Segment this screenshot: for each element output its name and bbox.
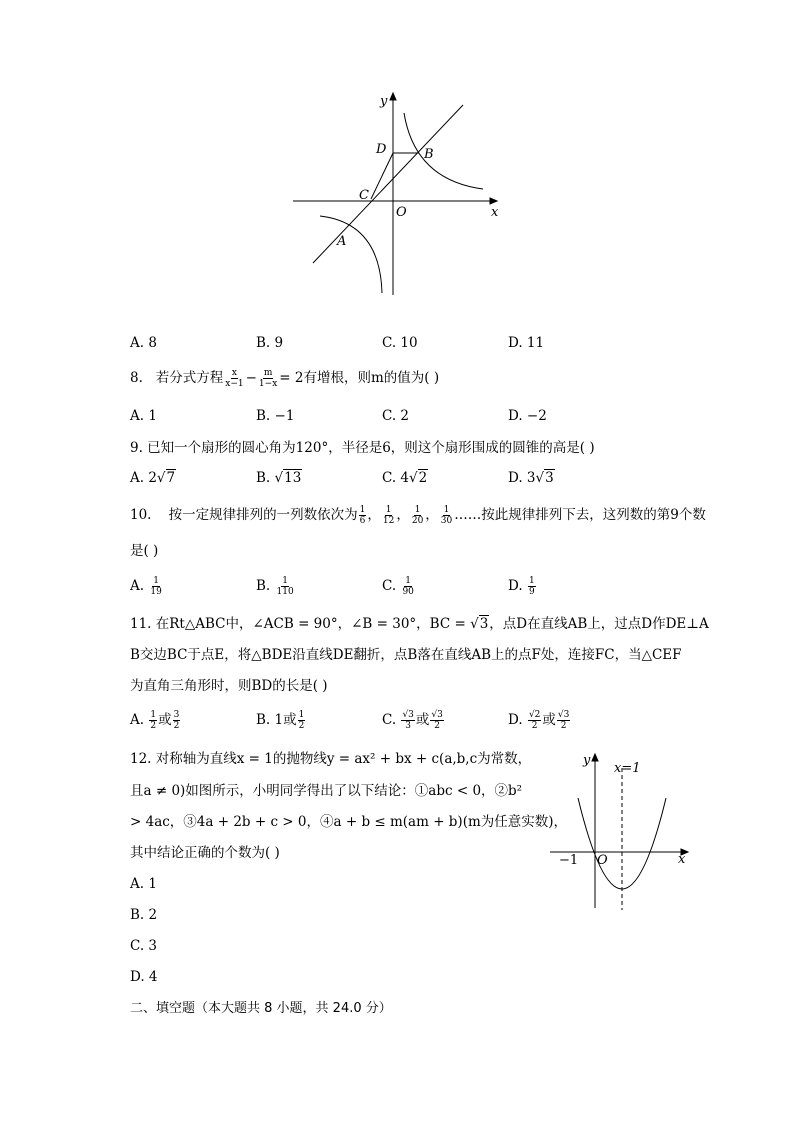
q12-option-d: D. 4 <box>130 969 158 985</box>
par-label-neg1: −1 <box>559 853 579 868</box>
q10-option-a: A. $\frac{1}{19}$ <box>130 576 162 597</box>
q9-option-d: D. 3√3 <box>508 470 554 486</box>
q11-line3: 为直角三角形时，则BD的长是( ) <box>130 678 328 694</box>
par-label-o: O <box>597 853 608 868</box>
q8-fraction-1: $\frac{x}{x-1}$ <box>225 368 244 389</box>
q10-option-d: D. $\frac{1}{9}$ <box>508 576 535 597</box>
q10-question: 10. 按一定规律排列的一列数依次为 $\frac{1}{6}$ ， $\frac{1}{12}$ ， $\frac{1}{20}$ ， $\frac{1}{30}$ ……按此规律排列下去，这列数的第9个数 <box>130 505 706 526</box>
fig-label-b: B <box>424 147 434 162</box>
parabola-figure <box>545 748 695 913</box>
q8-text-post: = 2有增根，则m的值为( ) <box>279 370 440 386</box>
q8-option-d: D. −2 <box>508 408 547 424</box>
par-label-y: y <box>583 753 591 768</box>
q7-option-b: B. 9 <box>256 335 284 351</box>
q7-option-a: A. 8 <box>130 335 157 351</box>
fig-label-d: D <box>376 142 387 157</box>
q7-option-c: C. 10 <box>382 335 418 351</box>
q10-text-pre: 按一定规律排列的一列数依次为 <box>168 507 358 523</box>
q8-question <box>130 368 439 389</box>
q10-number: 10. <box>130 507 152 523</box>
q11-option-a: A. $\frac{1}{2}$ 或 $\frac{3}{2}$ <box>130 710 180 731</box>
q11-line2: B交边BC于点E，将△BDE沿直线DE翻折，点B落在直线AB上的点F处，连接FC，当△CEF <box>130 647 682 663</box>
q8-fraction-2: $\frac{m}{1-x}$ <box>258 368 278 389</box>
q10-option-b: B. $\frac{1}{110}$ <box>256 576 294 597</box>
q11-option-d: D. $\frac{√2}{2}$ 或 $\frac{√3}{2}$ <box>508 710 570 731</box>
q8-number: 8. <box>130 370 143 386</box>
q11-option-b: B. 1或 $\frac{1}{2}$ <box>256 710 305 731</box>
q7-option-d: D. 11 <box>508 335 545 351</box>
section-2-heading: 二、填空题（本大题共 8 小题，共 24.0 分） <box>130 1001 392 1016</box>
fig-label-c: C <box>359 188 369 203</box>
q10-line2: 是( ) <box>130 543 159 559</box>
q9-option-a: A. 2√7 <box>130 470 176 486</box>
par-label-axis: x=1 <box>614 761 641 776</box>
q8-minus: − <box>245 370 257 386</box>
q11-line1: 11. 在Rt△ABC中，∠ACB = 90°，∠B = 30°，BC = √3，点D在直线AB上，过点D作DE⊥A <box>130 616 709 632</box>
fig-label-o: O <box>396 205 407 220</box>
hyperbola-figure <box>285 85 510 300</box>
q12-line3: > 4ac，③4a + 2b + c > 0，④a + b ≤ m(am + b)(m为任意实数)， <box>130 814 568 830</box>
q12-line2: 且a ≠ 0)如图所示，小明同学得出了以下结论：①abc < 0，②b² <box>130 783 523 799</box>
q12-option-b: B. 2 <box>130 907 158 923</box>
fig-label-y: y <box>380 94 388 109</box>
q12-line4: 其中结论正确的个数为( ) <box>130 845 280 861</box>
q9-option-b: B. √13 <box>256 470 302 486</box>
q9-option-c: C. 4√2 <box>382 470 428 486</box>
q10-option-c: C. $\frac{1}{90}$ <box>382 576 414 597</box>
q12-option-a: A. 1 <box>130 876 157 892</box>
q8-option-a: A. 1 <box>130 408 157 424</box>
q10-text-post: ……按此规律排列下去，这列数的第9个数 <box>454 507 706 523</box>
q9-question: 9. 已知一个扇形的圆心角为120°，半径是6，则这个扇形围成的圆锥的高是( ) <box>130 440 595 456</box>
fig-label-x: x <box>491 205 499 220</box>
q8-text-pre: 若分式方程 <box>155 370 224 386</box>
fig-label-a: A <box>337 234 347 249</box>
q8-option-c: C. 2 <box>382 408 410 424</box>
par-label-x: x <box>678 852 686 867</box>
q12-line1: 12. 对称轴为直线x = 1的抛物线y = ax² + bx + c(a,b,c为常数， <box>130 751 532 767</box>
q11-option-c: C. $\frac{√3}{3}$ 或 $\frac{√3}{2}$ <box>382 710 443 731</box>
q12-option-c: C. 3 <box>130 938 158 954</box>
q8-option-b: B. −1 <box>256 408 295 424</box>
